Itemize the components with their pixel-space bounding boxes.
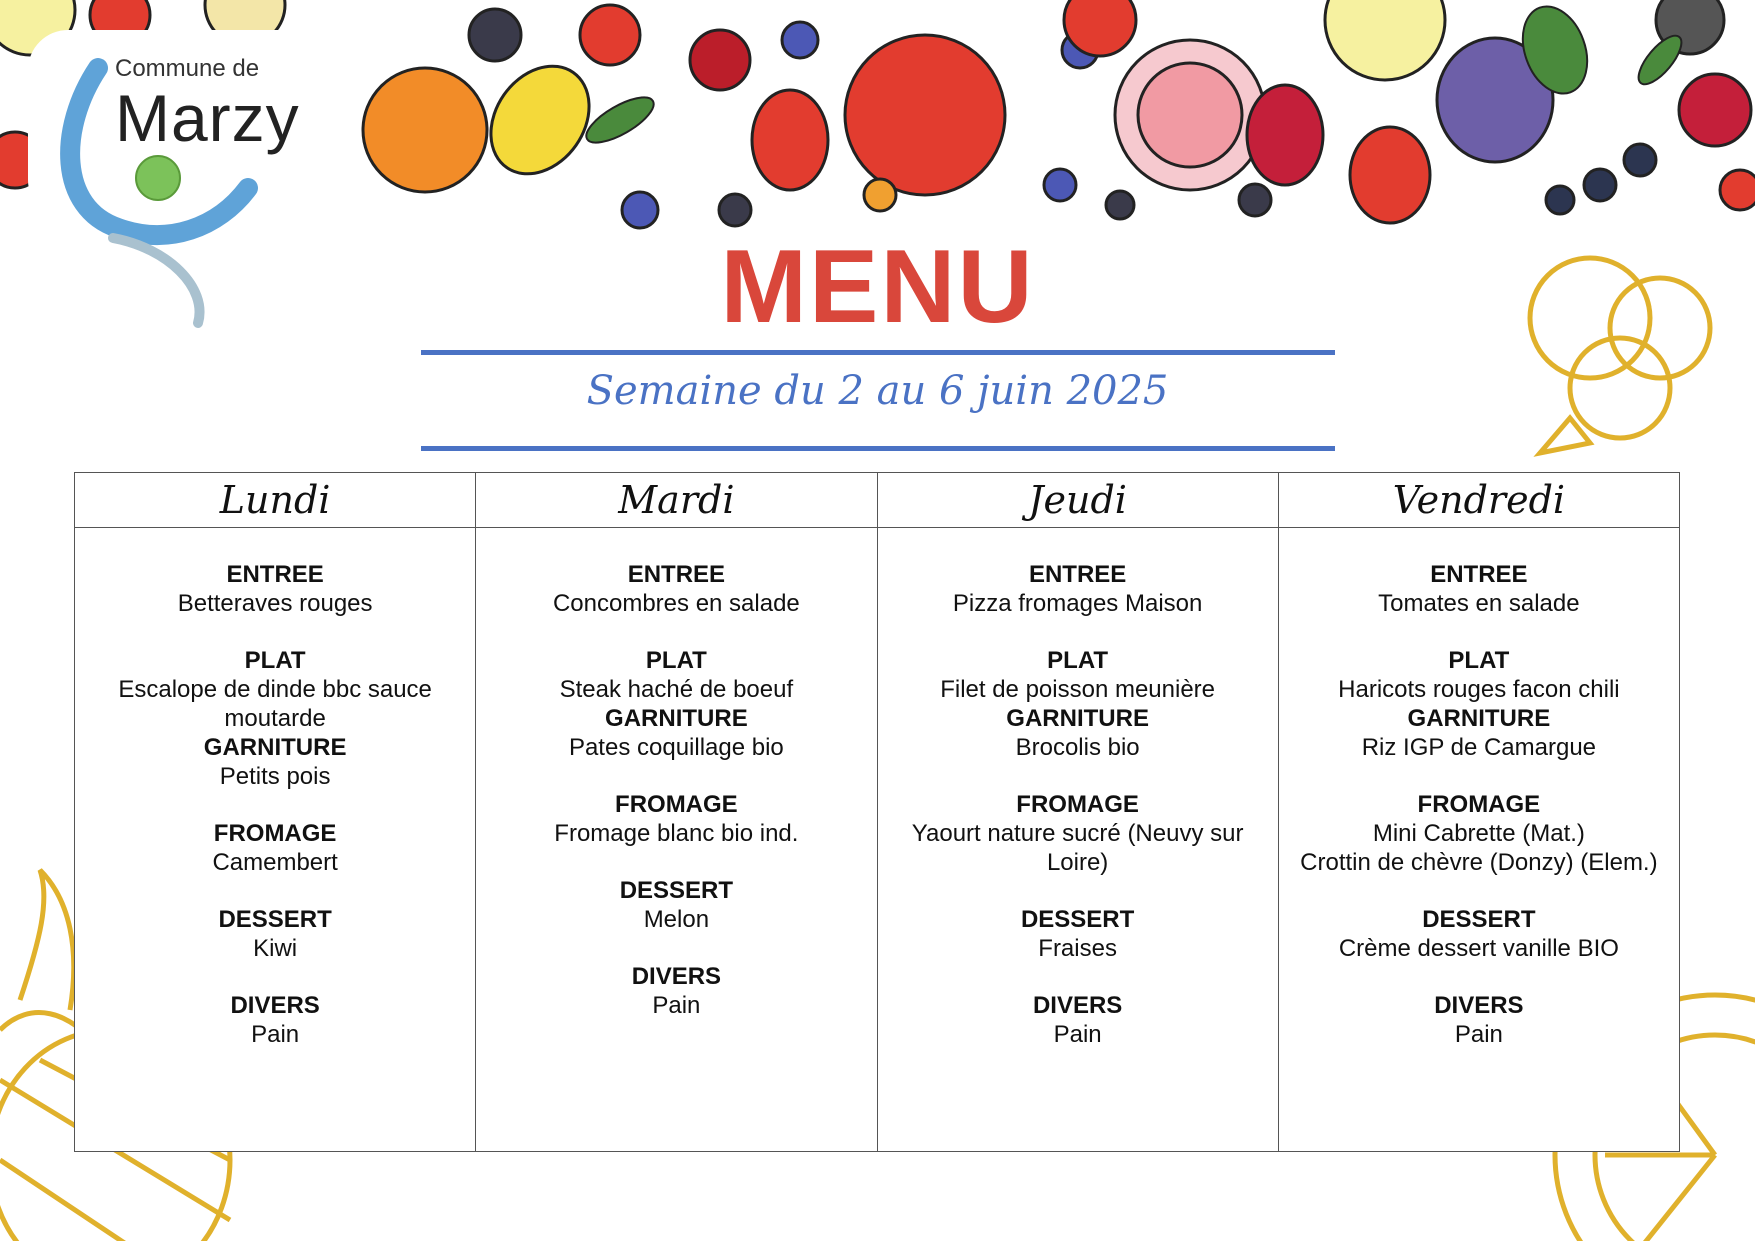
course-value-plat: Filet de poisson meunière [940,676,1216,703]
course-value-dessert: Crème dessert vanille BIO [1338,935,1619,962]
course-value-garniture: Petits pois [219,763,331,790]
course-value-dessert: Kiwi [253,935,298,962]
course-label-dessert: DESSERT [619,877,734,904]
course-label-garniture: GARNITURE [605,705,748,732]
day-menu [476,528,876,1020]
day-header: Vendredi [1279,473,1679,528]
course-label-fromage: FROMAGE [213,820,337,847]
course-label-fromage: FROMAGE [1016,791,1139,818]
course-label-fromage: FROMAGE [1417,791,1541,818]
course-value-fromage: Yaourt nature sucré (Neuvy sur Loire) [911,820,1244,876]
menu-table [74,472,1680,1152]
course-label-divers: DIVERS [1032,992,1123,1019]
course-value-fromage: Fromage blanc bio ind. [554,820,799,847]
course-label-dessert: DESSERT [1422,906,1536,933]
course-value-divers: Pain [1053,1021,1102,1048]
course-value-divers: Pain [251,1021,300,1048]
title-divider-top [421,350,1335,355]
day-column-vendredi [1279,473,1679,1151]
week-subtitle: Semaine du 2 au 6 juin 2025 [586,368,1169,414]
day-column-lundi [75,473,476,1151]
course-value-divers: Pain [1454,1021,1503,1048]
course-value-plat: Steak haché de boeuf [559,676,794,703]
day-header: Lundi [75,473,475,528]
day-menu [878,528,1278,1049]
course-value-garniture: Brocolis bio [1015,734,1140,761]
course-label-entree: ENTREE [627,561,726,588]
day-menu [75,528,475,1049]
course-label-divers: DIVERS [230,992,320,1019]
day-column-jeudi [878,473,1279,1151]
course-value-plat: Escalope de dinde bbc sauce moutarde [118,676,432,732]
course-label-entree: ENTREE [226,561,324,588]
course-label-entree: ENTREE [1028,561,1127,588]
course-value-entree: Tomates en salade [1378,590,1580,617]
course-value-garniture: Riz IGP de Camargue [1361,734,1597,761]
title-divider-bottom [421,446,1335,451]
course-value-garniture: Pates coquillage bio [568,734,784,761]
course-value-entree: Pizza fromages Maison [952,590,1203,617]
page-title: MENU [720,229,1035,345]
day-header: Mardi [476,473,876,528]
course-label-plat: PLAT [645,647,707,674]
course-value-entree: Betteraves rouges [177,590,373,617]
course-label-divers: DIVERS [631,963,722,990]
logo-line1: Commune de [115,55,260,82]
day-column-mardi [476,473,877,1151]
course-label-garniture: GARNITURE [1006,705,1149,732]
course-label-garniture: GARNITURE [203,734,347,761]
course-value-fromage: Camembert [212,849,338,876]
course-value-fromage: Mini Cabrette (Mat.) [1372,820,1585,847]
course-label-dessert: DESSERT [1020,906,1135,933]
course-value-dessert: Fraises [1038,935,1117,962]
course-value-entree: Concombres en salade [552,590,800,617]
course-label-plat: PLAT [1047,647,1109,674]
course-label-entree: ENTREE [1430,561,1528,588]
course-label-dessert: DESSERT [218,906,332,933]
logo-line2: Marzy [115,81,300,155]
course-label-plat: PLAT [1448,647,1510,674]
course-label-divers: DIVERS [1434,992,1524,1019]
course-value-divers: Pain [652,992,701,1019]
course-label-garniture: GARNITURE [1407,705,1551,732]
course-label-plat: PLAT [244,647,306,674]
course-value-plat: Haricots rouges facon chili [1338,676,1620,703]
course-value-fromage-2: Crottin de chèvre (Donzy) (Elem.) [1300,849,1658,876]
course-value-dessert: Melon [643,906,710,933]
day-header: Jeudi [878,473,1278,528]
course-label-fromage: FROMAGE [615,791,738,818]
day-menu [1279,528,1679,1049]
